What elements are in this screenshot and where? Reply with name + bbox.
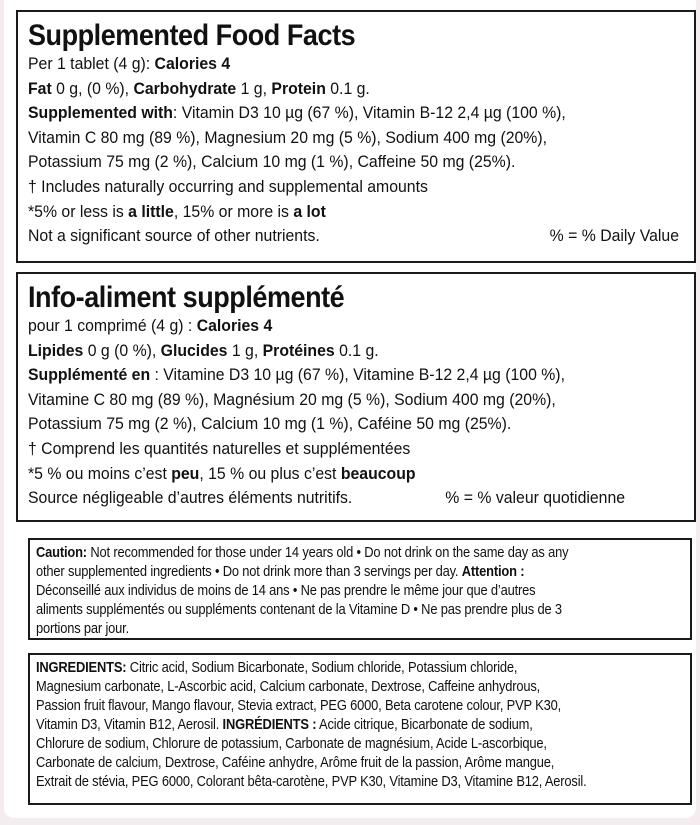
english-supplement-text-1: : Vitamin D3 10 µg (67 %), Vitamin B-12 2,4 µg (100 %),: [172, 103, 566, 123]
english-carb-value: 1 g,: [236, 78, 272, 98]
french-serving-line: [28, 314, 638, 339]
french-calories: Calories 4: [196, 316, 273, 335]
french-serving-prefix: pour 1 comprimé (4 g) :: [28, 316, 197, 335]
french-supplement-text-1: : Vitamine D3 10 µg (67 %), Vitamine B-12 2,4 µg (100 %),: [150, 365, 565, 385]
english-supplement-line-3: Potassium 75 mg (2 %), Calcium 10 mg (1 %), Caffeine 50 mg (25%).: [28, 152, 516, 172]
french-footer-line: [28, 486, 679, 511]
caution-panel: [28, 538, 692, 640]
french-supplement-label: Supplémenté en: [28, 365, 151, 385]
english-protein-value: 0.1 g.: [325, 78, 370, 98]
french-little-lot-line: [28, 462, 638, 487]
french-facts-title: Info-aliment supplémenté: [28, 281, 345, 314]
english-lot: a lot: [293, 201, 326, 221]
ingredients-line-6: Carbonate de calcium, Dextrose, Caféine anhydre, Arôme fruit de la passion, Arôme mangue,: [36, 754, 555, 771]
french-supplement-line-1: [28, 363, 638, 388]
ingredients-label-en: INGREDIENTS:: [36, 659, 127, 676]
english-macros-line: [28, 77, 638, 102]
caution-line-5: portions par jour.: [36, 620, 130, 637]
caution-line-2: [36, 562, 685, 581]
english-little: a little: [128, 201, 174, 221]
french-lot-prefix: , 15 % ou plus c’est: [199, 463, 341, 483]
attention-label: Attention :: [461, 563, 525, 580]
french-fat-label: Lipides: [28, 340, 84, 360]
ingredients-line-7: Extrait de stévia, PEG 6000, Colorant bêta-carotène, PVP K30, Vitamine D3, Vitamine B12, Aerosil.: [36, 773, 587, 790]
ingredients-line-4: [36, 715, 685, 734]
caution-label: Caution:: [36, 544, 87, 561]
french-dagger-note: † Comprend les quantités naturelles et supplémentées: [28, 438, 411, 458]
french-protein-value: 0.1 g.: [334, 340, 379, 360]
french-dv-note: % = % valeur quotidienne: [445, 488, 626, 508]
caution-text-1: Not recommended for those under 14 years old • Do not drink on the same day as any: [86, 544, 569, 561]
ingredients-text-4b: Acide citrique, Bicarbonate de sodium,: [316, 716, 533, 733]
english-protein-label: Protein: [271, 78, 326, 98]
english-footer-line: [28, 224, 679, 249]
ingredients-label-fr: INGRÉDIENTS :: [222, 716, 317, 733]
english-little-lot-line: [28, 200, 638, 225]
caution-line-4: aliments supplémentés ou suppléments contenant de la Vitamine D • Ne pas prendre plus de 3: [36, 601, 562, 618]
ingredients-text-4a: Vitamin D3, Vitamin B12, Aerosil.: [36, 716, 223, 733]
french-carb-value: 1 g,: [227, 340, 263, 360]
ingredients-line-3: Passion fruit flavour, Mango flavour, Stevia extract, PEG 6000, Beta carotene colour, PVP K30,: [36, 697, 561, 714]
english-little-prefix: *5% or less is: [28, 201, 129, 221]
english-not-significant: Not a significant source of other nutrients.: [28, 226, 320, 246]
english-serving-line: [28, 52, 638, 77]
english-fat-label: Fat: [28, 78, 52, 98]
english-supplement-label: Supplemented with: [28, 103, 173, 123]
french-fat-value: 0 g (0 %),: [83, 340, 161, 360]
english-fat-value: 0 g, (0 %),: [51, 78, 134, 98]
english-dagger-note: † Includes naturally occurring and supplemental amounts: [28, 176, 428, 196]
english-lot-prefix: , 15% or more is: [173, 201, 294, 221]
english-supplement-line-1: [28, 101, 638, 126]
french-lot: beaucoup: [340, 463, 416, 483]
french-little-prefix: *5 % ou moins c’est: [28, 463, 172, 483]
english-calories: Calories 4: [154, 54, 231, 73]
ingredients-panel: [28, 653, 692, 805]
english-carb-label: Carbohydrate: [133, 78, 237, 98]
french-protein-label: Protéines: [262, 340, 335, 360]
caution-line-1: [36, 543, 685, 562]
caution-text-2: other supplemented ingredients • Do not drink more than 3 servings per day.: [36, 563, 462, 580]
ingredients-text-1: Citric acid, Sodium Bicarbonate, Sodium chloride, Potassium chloride,: [126, 659, 518, 676]
ingredients-line-5: Chlorure de sodium, Chlorure de potassium, Carbonate de magnésium, Acide L-ascorbique,: [36, 735, 547, 752]
french-supplement-line-2: Vitamine C 80 mg (89 %), Magnésium 20 mg (5 %), Sodium 400 mg (20%),: [28, 389, 556, 409]
label-sheet: [4, 0, 696, 818]
french-carb-label: Glucides: [160, 340, 228, 360]
ingredients-line-2: Magnesium carbonate, L-Ascorbic acid, Calcium carbonate, Dextrose, Caffeine anhydrous,: [36, 678, 541, 695]
english-facts-title: Supplemented Food Facts: [28, 19, 356, 52]
ingredients-line-1: [36, 658, 685, 677]
english-dv-note: % = % Daily Value: [549, 226, 679, 246]
french-macros-line: [28, 339, 638, 364]
english-facts-panel: [16, 10, 696, 263]
french-not-significant: Source négligeable d’autres éléments nutritifs.: [28, 488, 353, 508]
english-serving-prefix: Per 1 tablet (4 g):: [28, 54, 155, 73]
french-supplement-line-3: Potassium 75 mg (2 %), Calcium 10 mg (1 %), Caféine 50 mg (25%).: [28, 414, 512, 434]
french-facts-panel: [16, 272, 696, 522]
caution-line-3: Déconseillé aux individus de moins de 14 ans • Ne pas prendre le même jour que d’autres: [36, 582, 536, 599]
english-supplement-line-2: Vitamin C 80 mg (89 %), Magnesium 20 mg (5 %), Sodium 400 mg (20%),: [28, 127, 548, 147]
french-little: peu: [171, 463, 200, 483]
